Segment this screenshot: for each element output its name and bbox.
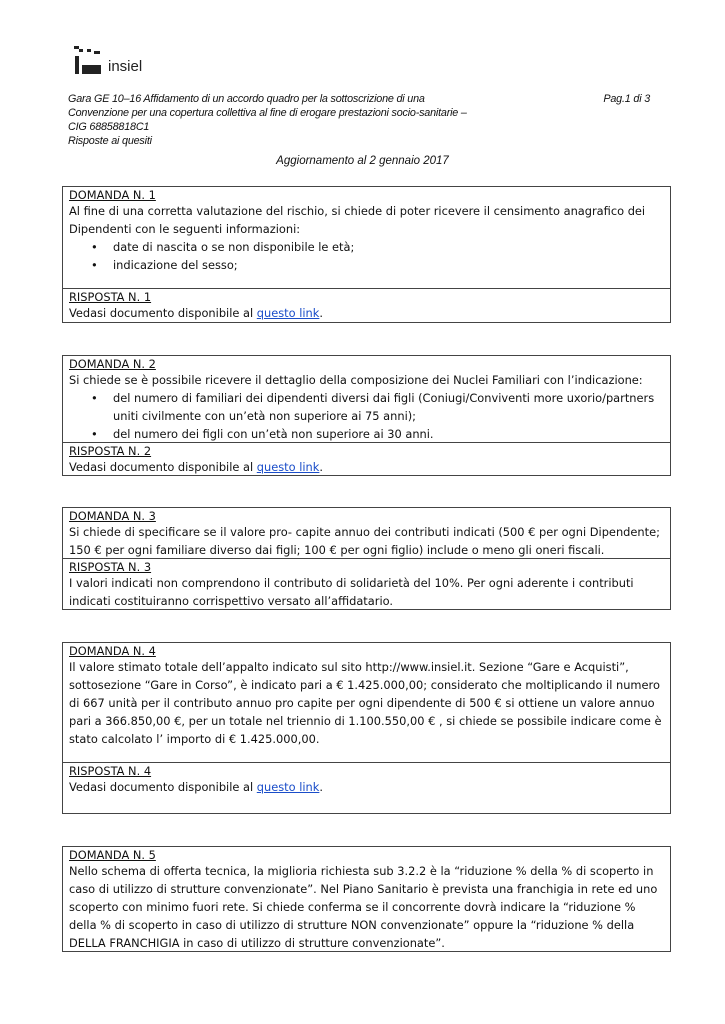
answer-2-title: RISPOSTA N. 2 xyxy=(69,444,152,458)
question-2-text: Si chiede se è possibile ricevere il dettaglio della composizione dei Nuclei Familiari con l’indicazione: xyxy=(69,373,643,387)
qa-box-4 xyxy=(62,642,671,814)
logo-text: insiel xyxy=(108,58,143,75)
list-item: • indicazione del sesso; xyxy=(113,256,664,274)
answer-1-prefix: Vedasi documento disponibile al xyxy=(69,306,257,320)
answer-1-text xyxy=(69,304,664,322)
update-date: Aggiornamento al 2 gennaio 2017 xyxy=(276,155,449,167)
header-line-2: Convenzione per una copertura collettiva al fine di erogare prestazioni socio-sanitarie – xyxy=(68,107,467,119)
answer-4 xyxy=(63,762,670,813)
qa-box-2 xyxy=(62,355,671,476)
question-1-text: Al fine di una corretta valutazione del rischio, si chiede di poter ricevere il censimento anagrafico dei Dipendenti con le seguenti informazioni: xyxy=(69,204,646,236)
question-2 xyxy=(63,356,670,442)
document-header xyxy=(68,92,650,148)
answer-2 xyxy=(63,442,670,475)
answer-4-prefix: Vedasi documento disponibile al xyxy=(69,780,257,794)
answer-1-title: RISPOSTA N. 1 xyxy=(69,290,152,304)
question-5-title: DOMANDA N. 5 xyxy=(69,848,156,862)
answer-4-link[interactable]: questo link xyxy=(256,780,320,794)
answer-1-link[interactable]: questo link xyxy=(256,306,320,320)
question-5 xyxy=(63,847,670,951)
qa-box-5 xyxy=(62,846,671,952)
header-line-3: CIG 68858818C1 xyxy=(68,121,150,133)
question-1-title: DOMANDA N. 1 xyxy=(69,188,156,202)
header-line-4: Risposte ai quesiti xyxy=(68,135,152,147)
answer-4-title: RISPOSTA N. 4 xyxy=(69,764,152,778)
answer-1 xyxy=(63,288,670,322)
question-5-text: Nello schema di offerta tecnica, la miglioria richiesta sub 3.2.2 è la “riduzione % della % di scoperto in caso di utilizzo di strutture convenzionate”. Nel Piano Sanitario è prevista una franchigia in rete ed uno scoperto con minimo fuori rete. Si chiede conferma se il concorrente dovrà indicare la “riduzione % della % di scoperto in caso di utilizzo di strutture NON convenzionate” oppure la “riduzione % della DELLA FRANCHIGIA in caso di utilizzo di strutture convenzionate”. xyxy=(69,864,658,950)
question-3-title: DOMANDA N. 3 xyxy=(69,509,156,523)
qa-box-1 xyxy=(62,186,671,323)
header-line-1: Gara GE 10–16 Affidamento di un accordo quadro per la sottoscrizione di una xyxy=(68,93,425,105)
question-2-title: DOMANDA N. 2 xyxy=(69,357,156,371)
page-number: Pag.1 di 3 xyxy=(603,93,650,105)
answer-3-text: I valori indicati non comprendono il contributo di solidarietà del 10%. Per ogni aderente i contributi indicati costituiranno corrispettivo versato all’affidatario. xyxy=(69,576,634,608)
insiel-logo-icon xyxy=(74,46,102,74)
answer-3-title: RISPOSTA N. 3 xyxy=(69,560,152,574)
question-4-text: Il valore stimato totale dell’appalto indicato sul sito http://www.insiel.it. Sezione “Gare e Acquisti”, sottosezione “Gare in Corso”, è indicato pari a € 1.425.000,00; considerato che moltiplicando il numero di 667 unità per il contributo annuo pro capite per ogni dipendente di 500 € si ottiene un valore annuo pari a 366.850,00 €, per un totale nel triennio di 1.100.550,00 € , si chiede se possibile indicare come è stato calcolato l’ importo di € 1.425.000,00. xyxy=(69,660,662,746)
insiel-logo xyxy=(74,46,142,74)
question-4 xyxy=(63,643,670,762)
qa-box-3 xyxy=(62,507,671,610)
list-item: • del numero dei figli con un’età non superiore ai 30 anni. xyxy=(113,425,664,443)
answer-4-text xyxy=(69,778,664,796)
question-1 xyxy=(63,187,670,288)
question-3 xyxy=(63,508,670,558)
answer-2-text xyxy=(69,458,664,476)
answer-2-suffix: . xyxy=(319,460,323,474)
answer-1-suffix: . xyxy=(319,306,323,320)
answer-2-prefix: Vedasi documento disponibile al xyxy=(69,460,257,474)
question-3-text: Si chiede di specificare se il valore pro- capite annuo dei contributi indicati (500 € per ogni Dipendente; 150 € per ogni familiare diverso dai figli; 100 € per ogni figlio) include o meno gli oneri fiscali. xyxy=(69,525,660,557)
answer-3 xyxy=(63,558,670,609)
answer-2-link[interactable]: questo link xyxy=(256,460,320,474)
question-1-list xyxy=(69,238,664,274)
question-2-list xyxy=(69,389,664,443)
list-item: • date di nascita o se non disponibile le età; xyxy=(113,238,664,256)
question-4-title: DOMANDA N. 4 xyxy=(69,644,156,658)
answer-4-suffix: . xyxy=(319,780,323,794)
list-item: • del numero di familiari dei dipendenti diversi dai figli (Coniugi/Conviventi more uxorio/partners uniti civilmente con un’età non superiore ai 75 anni); xyxy=(113,389,664,425)
